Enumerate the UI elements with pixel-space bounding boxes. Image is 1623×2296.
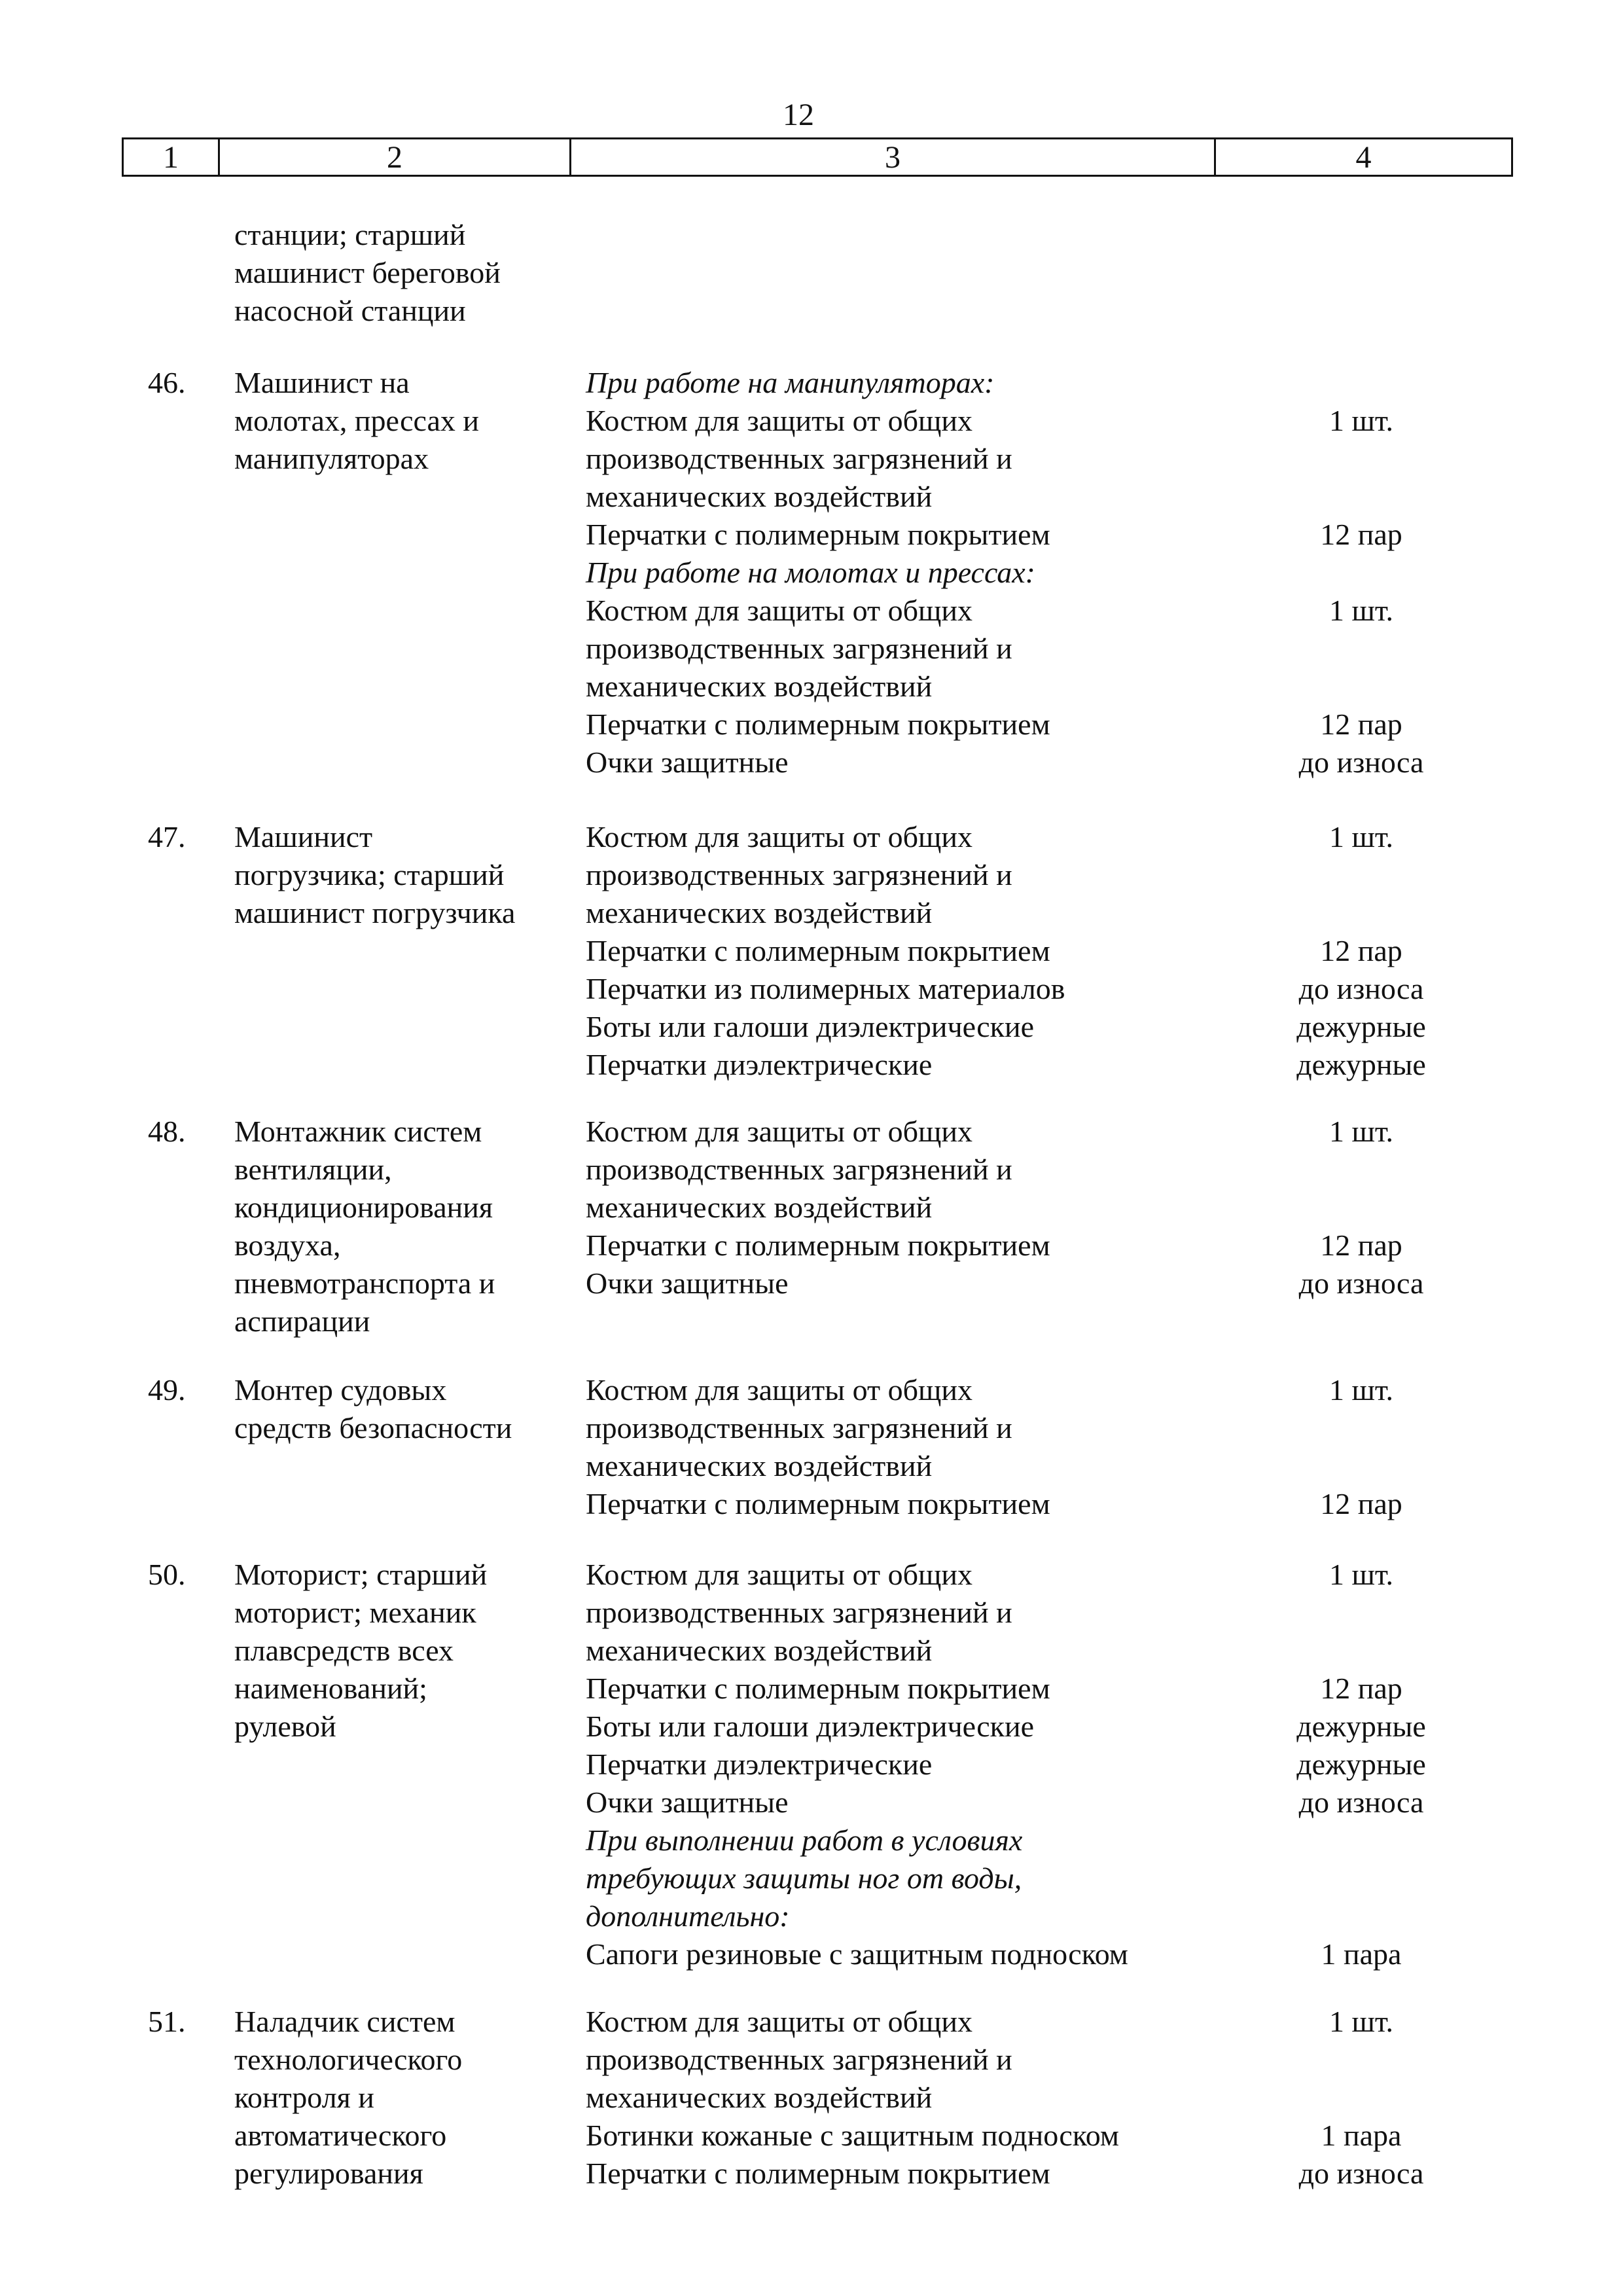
ppe-item: Костюм для защиты от общих — [586, 1558, 973, 1591]
issue-norm: 1 шт. — [1329, 820, 1394, 853]
ppe-item: Костюм для защиты от общих — [586, 404, 973, 437]
issue-norm: 12 пар — [1320, 1487, 1402, 1520]
profession-line: Машинист — [234, 820, 373, 853]
issue-norm: дежурные — [1296, 1010, 1426, 1043]
issue-norm: дежурные — [1296, 1710, 1426, 1743]
condition-note: При работе на манипуляторах: — [586, 366, 995, 399]
profession-line: Наладчик систем — [234, 2005, 455, 2038]
ppe-item: Костюм для защиты от общих — [586, 1373, 973, 1407]
ppe-item: механических воздействий — [586, 480, 933, 513]
ppe-item: Перчатки с полимерным покрытием — [586, 518, 1050, 551]
issue-norm: 1 шт. — [1329, 1558, 1394, 1591]
issue-norm: 12 пар — [1320, 708, 1402, 741]
issue-norm: до износа — [1298, 972, 1424, 1005]
condition-note: требующих защиты ног от воды, — [586, 1861, 1022, 1895]
profession-line: технологического — [234, 2043, 463, 2076]
profession-line: регулирования — [234, 2157, 423, 2190]
issue-norm: до износа — [1298, 745, 1424, 779]
profession-line: Монтажник систем — [234, 1115, 482, 1148]
ppe-item: Перчатки с полимерным покрытием — [586, 1229, 1050, 1262]
profession-line: плавсредств всех — [234, 1634, 454, 1667]
profession-line: Монтер судовых — [234, 1373, 447, 1407]
profession-line: молотах, прессах и — [234, 404, 480, 437]
ppe-item: механических воздействий — [586, 670, 933, 703]
issue-norm: до износа — [1298, 1785, 1424, 1819]
profession-line: Машинист на — [234, 366, 410, 399]
condition-note: При выполнении работ в условиях — [586, 1823, 1023, 1857]
profession-line: Моторист; старший — [234, 1558, 488, 1591]
ppe-item: Перчатки с полимерным покрытием — [586, 934, 1050, 967]
ppe-item: Костюм для защиты от общих — [586, 2005, 973, 2038]
ppe-item: Очки защитные — [586, 1266, 789, 1300]
profession-line: воздуха, — [234, 1229, 341, 1262]
profession-line: рулевой — [234, 1710, 336, 1743]
row-number: 48. — [148, 1115, 186, 1148]
issue-norm: до износа — [1298, 1266, 1424, 1300]
issue-norm: 1 шт. — [1329, 404, 1394, 437]
profession-line: аспирации — [234, 1304, 370, 1338]
ppe-item: механических воздействий — [586, 1634, 933, 1667]
ppe-item: механических воздействий — [586, 1449, 933, 1482]
profession-line: кондиционирования — [234, 1191, 493, 1224]
issue-norm: 1 шт. — [1329, 1115, 1394, 1148]
ppe-item: механических воздействий — [586, 2081, 933, 2114]
ppe-item: Боты или галоши диэлектрические — [586, 1010, 1035, 1043]
profession-line: автоматического — [234, 2119, 447, 2152]
profession-line: машинист береговой — [234, 256, 501, 289]
profession-line: средств безопасности — [234, 1411, 512, 1444]
issue-norm: 1 пара — [1321, 1937, 1402, 1971]
ppe-item: Костюм для защиты от общих — [586, 820, 973, 853]
row-number: 51. — [148, 2005, 186, 2038]
ppe-item: Перчатки диэлектрические — [586, 1748, 933, 1781]
issue-norm: 12 пар — [1320, 518, 1402, 551]
ppe-item: Перчатки из полимерных материалов — [586, 972, 1065, 1005]
profession-line: контроля и — [234, 2081, 374, 2114]
condition-note: дополнительно: — [586, 1899, 790, 1933]
issue-norm: 1 шт. — [1329, 2005, 1394, 2038]
header-col-3: 3 — [571, 139, 1216, 175]
table-header — [122, 137, 1513, 177]
row-number: 50. — [148, 1558, 186, 1591]
ppe-item: Перчатки с полимерным покрытием — [586, 708, 1050, 741]
issue-norm: 1 шт. — [1329, 594, 1394, 627]
issue-norm: до износа — [1298, 2157, 1424, 2190]
page-number: 12 — [783, 98, 814, 132]
ppe-item: Очки защитные — [586, 745, 789, 779]
issue-norm: 12 пар — [1320, 1672, 1402, 1705]
ppe-item: производственных загрязнений и — [586, 1411, 1012, 1444]
ppe-item: Ботинки кожаные с защитным подноском — [586, 2119, 1120, 2152]
ppe-item: Перчатки с полимерным покрытием — [586, 1672, 1050, 1705]
profession-line: наименований; — [234, 1672, 427, 1705]
issue-norm: 12 пар — [1320, 934, 1402, 967]
ppe-item: механических воздействий — [586, 1191, 933, 1224]
issue-norm: дежурные — [1296, 1748, 1426, 1781]
profession-line: машинист погрузчика — [234, 896, 516, 929]
header-col-4: 4 — [1355, 140, 1372, 175]
profession-line: манипуляторах — [234, 442, 429, 475]
profession-line: пневмотранспорта и — [234, 1266, 495, 1300]
header-col-2: 2 — [220, 139, 571, 175]
condition-note: При работе на молотах и прессах: — [586, 556, 1035, 589]
ppe-item: производственных загрязнений и — [586, 1596, 1012, 1629]
ppe-item: Костюм для защиты от общих — [586, 594, 973, 627]
ppe-item: производственных загрязнений и — [586, 442, 1012, 475]
ppe-item: Перчатки с полимерным покрытием — [586, 1487, 1050, 1520]
ppe-item: Боты или галоши диэлектрические — [586, 1710, 1035, 1743]
ppe-item: механических воздействий — [586, 896, 933, 929]
header-col-1: 1 — [124, 139, 220, 175]
profession-line: насосной станции — [234, 294, 466, 327]
row-number: 49. — [148, 1373, 186, 1407]
profession-line: станции; старший — [234, 218, 466, 251]
ppe-item: Очки защитные — [586, 1785, 789, 1819]
ppe-item: производственных загрязнений и — [586, 632, 1012, 665]
ppe-item: производственных загрязнений и — [586, 858, 1012, 891]
ppe-item: Перчатки с полимерным покрытием — [586, 2157, 1050, 2190]
issue-norm: 12 пар — [1320, 1229, 1402, 1262]
issue-norm: 1 пара — [1321, 2119, 1402, 2152]
issue-norm: 1 шт. — [1329, 1373, 1394, 1407]
ppe-item: производственных загрязнений и — [586, 2043, 1012, 2076]
issue-norm: дежурные — [1296, 1048, 1426, 1081]
ppe-item: производственных загрязнений и — [586, 1153, 1012, 1186]
profession-line: погрузчика; старший — [234, 858, 505, 891]
ppe-item: Перчатки диэлектрические — [586, 1048, 933, 1081]
profession-line: моторист; механик — [234, 1596, 476, 1629]
profession-line: вентиляции, — [234, 1153, 392, 1186]
ppe-item: Костюм для защиты от общих — [586, 1115, 973, 1148]
row-number: 46. — [148, 366, 186, 399]
ppe-item: Сапоги резиновые с защитным подноском — [586, 1937, 1128, 1971]
row-number: 47. — [148, 820, 186, 853]
